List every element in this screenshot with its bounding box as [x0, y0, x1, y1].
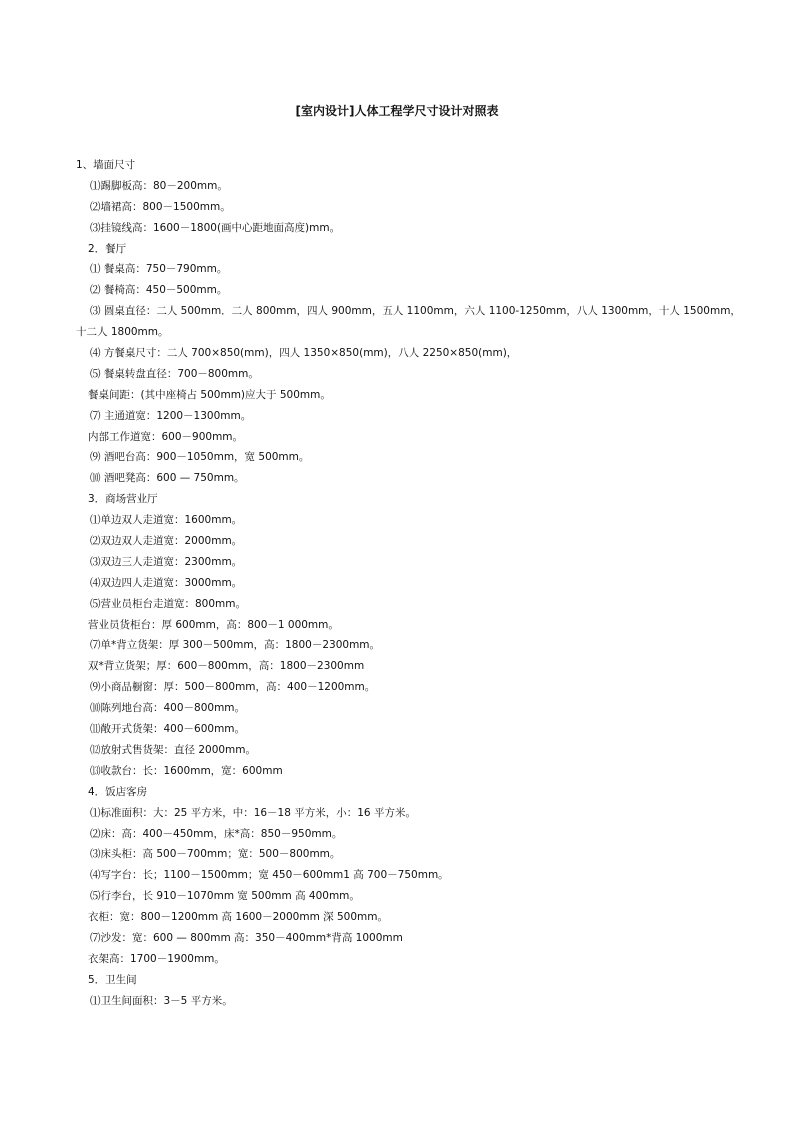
section-heading-mall: 3．商场营业厅 — [88, 493, 158, 506]
list-item: ⑽陈列地台高：400－800mm。 — [90, 702, 246, 715]
section-heading-wall: 1、墙面尺寸 — [76, 159, 136, 171]
list-item: ⑺ 主通道宽：1200－1300mm。 — [90, 409, 252, 422]
list-item: ⑾敞开式货架：400－600mm。 — [90, 723, 246, 736]
list-item: ⑶床头柜：高 500－700mm；宽：500－800mm。 — [90, 848, 341, 861]
list-item: 内部工作道宽：600－900mm。 — [88, 430, 244, 443]
list-item: 营业员货柜台：厚 600mm，高：800－1 000mm。 — [88, 618, 339, 631]
list-item: ⑵双边双人走道宽：2000mm。 — [90, 535, 243, 548]
list-item: ⑿放射式售货架：直径 2000mm。 — [90, 743, 257, 756]
list-item: 衣柜：宽：800－1200mm 高 1600－2000mm 深 500mm。 — [88, 911, 388, 924]
list-item: ⑴标准面积：大：25 平方米，中：16－18 平方米，小：16 平方米。 — [90, 806, 416, 819]
list-item: ⑸营业员柜台走道宽：800mm。 — [90, 597, 246, 610]
list-item: ⑺单*背立货架：厚 300－500mm，高：1800－2300mm。 — [90, 639, 381, 652]
list-item: 衣架高：1700－1900mm。 — [88, 952, 225, 965]
list-item: ⑴卫生间面积：3－5 平方米。 — [90, 994, 233, 1007]
list-item: 餐桌间距：(其中座椅占 500mm)应大于 500mm。 — [88, 388, 331, 401]
list-item: ⑼ 酒吧台高：900－1050mm，宽 500mm。 — [90, 451, 310, 464]
section-heading-dining: 2．餐厅 — [88, 242, 127, 255]
list-item: ⑴ 餐桌高：750－790mm。 — [90, 263, 228, 276]
list-item: ⑷ 方餐桌尺寸：二人 700×850(mm)，四人 1350×850(mm)，八人 2250×850(mm)， — [90, 347, 518, 360]
list-item: ⑴单边双人走道宽：1600mm。 — [90, 514, 243, 527]
list-item: ⑵床：高：400－450mm，床*高：850－950mm。 — [90, 827, 343, 840]
list-item: ⑸行李台，长 910－1070mm 宽 500mm 高 400mm。 — [90, 890, 360, 903]
list-item: ⑵ 餐椅高：450－500mm。 — [90, 284, 228, 297]
list-item: ⑶挂镜线高：1600－1800(画中心距地面高度)mm。 — [90, 221, 341, 234]
list-item: ⑵墙裙高：800－1500mm。 — [90, 200, 231, 213]
document-title: [室内设计]人体工程学尺寸设计对照表 — [295, 104, 499, 118]
list-item: ⑶双边三人走道宽：2300mm。 — [90, 555, 243, 568]
list-item: ⑼小商品橱窗：厚：500－800mm，高：400－1200mm。 — [90, 681, 376, 694]
section-heading-bathroom: 5．卫生间 — [88, 973, 137, 986]
list-item: ⒀收款台：长：1600mm，宽：600mm — [90, 764, 283, 777]
document-body — [0, 155, 794, 1012]
list-item: ⑸ 餐桌转盘直径：700－800mm。 — [90, 367, 259, 380]
list-item: ⑷双边四人走道宽：3000mm。 — [90, 576, 243, 589]
list-item-continuation: 十二人 1800mm。 — [76, 326, 169, 339]
list-item: ⑴踢脚板高：80－200mm。 — [90, 179, 228, 192]
list-item: ⑺沙发：宽：600 — 800mm 高：350－400mm*背高 1000mm — [90, 931, 403, 944]
list-item: ⑷写字台：长；1100－1500mm；宽 450－600mm1 高 700－750mm。 — [90, 869, 449, 882]
list-item: ⑶ 圆桌直径：二人 500mm．二人 800mm，四人 900mm，五人 1100mm，六人 1100-1250mm，八人 1300mm，十人 1500mm， — [90, 305, 741, 318]
list-item: 双*背立货架；厚：600－800mm，高：1800－2300mm — [88, 660, 365, 673]
section-heading-hotel: 4．饭店客房 — [88, 785, 148, 798]
list-item: ⑽ 酒吧凳高：600 — 750mm。 — [90, 472, 245, 485]
